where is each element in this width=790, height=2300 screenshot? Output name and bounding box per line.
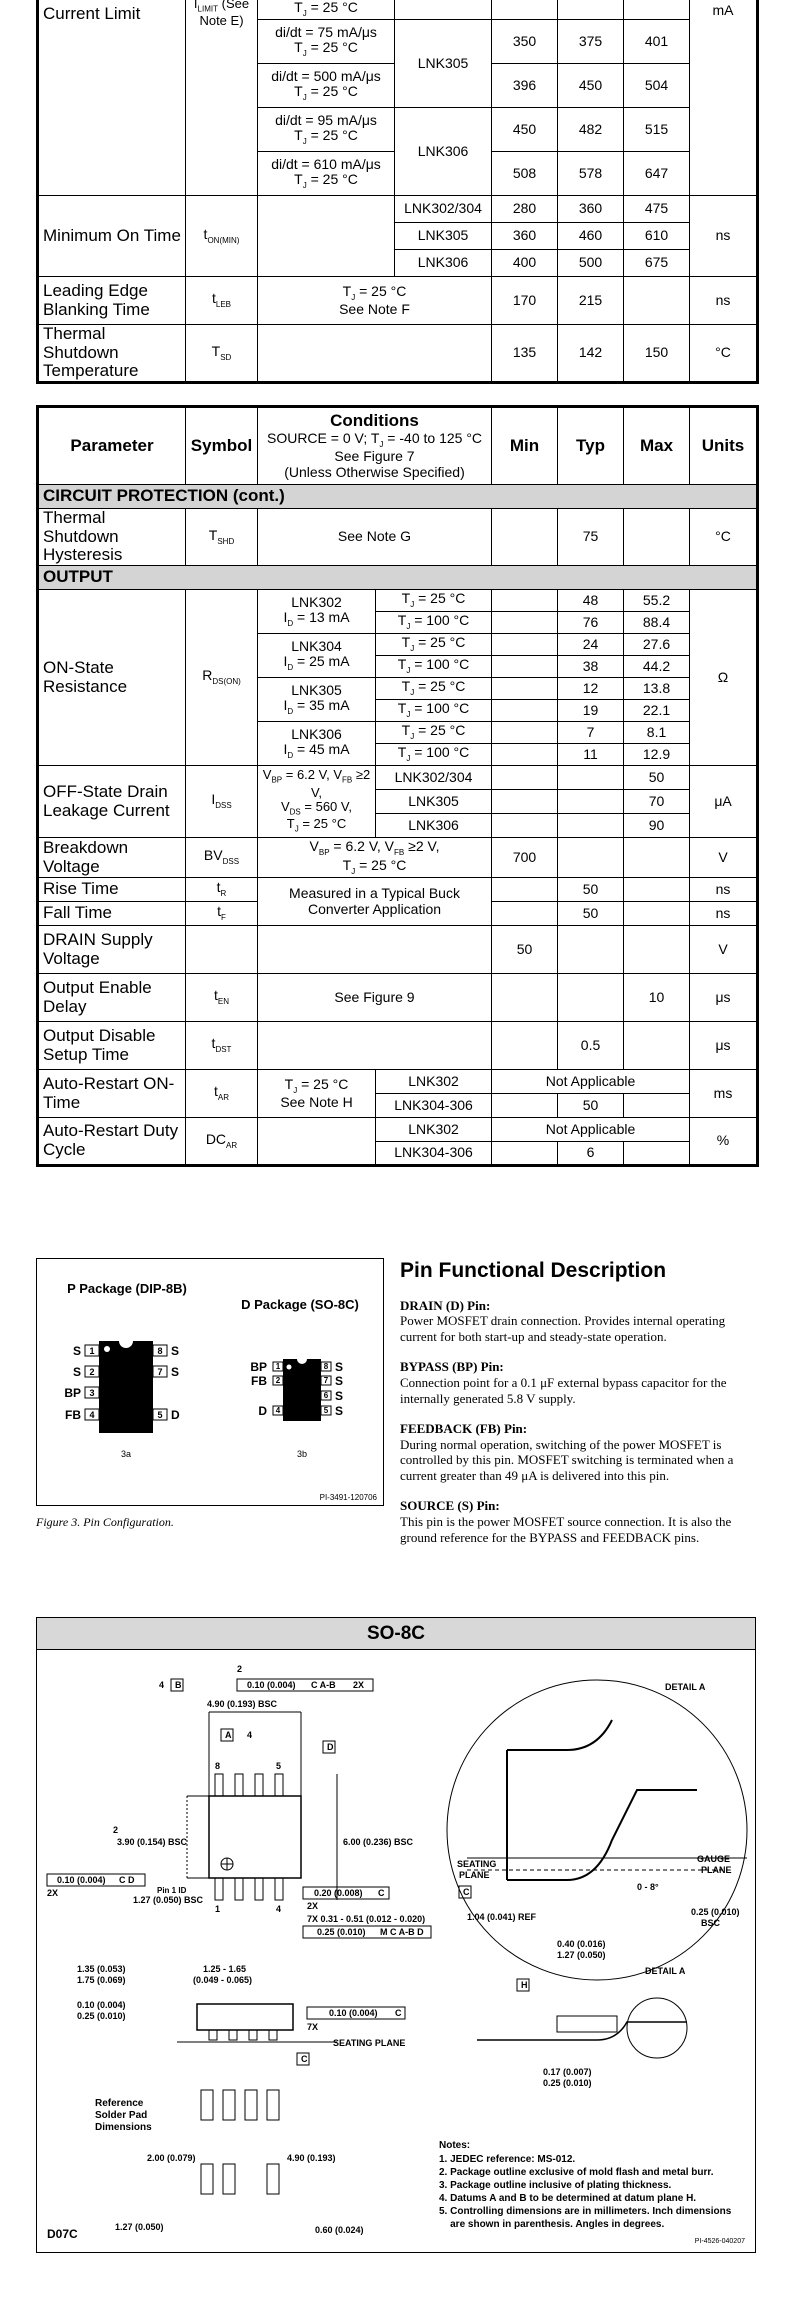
figure-code: PI-3491-120706	[319, 1493, 377, 1502]
typ-cell: 0.5	[558, 1022, 624, 1070]
temp-cell: $T_J = 25$ °C	[376, 590, 492, 612]
min-cell: 170	[492, 277, 558, 325]
svg-text:7X: 7X	[307, 2022, 319, 2032]
units-ma: mA	[690, 0, 758, 196]
svg-text:5: 5	[157, 1410, 163, 1420]
package-notes	[439, 2140, 732, 2230]
svg-text:4: 4	[159, 1680, 165, 1690]
svg-text:1.27 (0.050): 1.27 (0.050)	[557, 1950, 606, 1960]
typ-cell: 75	[558, 509, 624, 566]
min-cell: 400	[492, 250, 558, 277]
package-code-right: PI-4526-040207	[694, 2238, 745, 2245]
svg-text:0.25 (0.010): 0.25 (0.010)	[317, 1927, 366, 1937]
svg-text:2.00 (0.079): 2.00 (0.079)	[147, 2153, 196, 2163]
svg-text:0.20 (0.008): 0.20 (0.008)	[314, 1888, 363, 1898]
max-cell: 44.2	[624, 656, 690, 678]
units-cell: ns	[690, 878, 758, 902]
symbol-tar: $t_{AR}$	[186, 1070, 258, 1118]
pfd-title: Pin Functional Description	[400, 1259, 667, 1282]
label-3b: 3b	[296, 1449, 308, 1459]
svg-text:FB: FB	[65, 1408, 81, 1422]
device-cell: LNK304-306	[376, 1142, 492, 1166]
units-cell: ns	[690, 196, 758, 277]
temp-cell: $T_J = 25$ °C	[376, 678, 492, 700]
top-view	[187, 1712, 337, 1900]
svg-text:2X: 2X	[307, 1901, 319, 1911]
max-cell: 475	[624, 196, 690, 223]
svg-text:5. Controlling dimensions are: 5. Controlling dimensions are in millimeters. Inch dimensions	[439, 2206, 732, 2217]
min-cell: 700	[492, 838, 558, 878]
svg-text:6.00 (0.236) BSC: 6.00 (0.236) BSC	[343, 1837, 414, 1847]
units-cell: %	[690, 1118, 758, 1166]
cond-cell: di/dt = 75 mA/μs $T_J = 25$ °C	[258, 20, 395, 64]
pin-diagram	[37, 1259, 385, 1507]
package-outline-svg	[37, 1650, 755, 2252]
param-drain-supply: DRAIN Supply Voltage	[38, 926, 186, 974]
typ-cell: 50	[558, 902, 624, 926]
lead-detail-labels	[517, 1966, 686, 2088]
typ-cell: 12	[558, 678, 624, 700]
max-cell: 515	[624, 108, 690, 152]
detail-a-view	[447, 1680, 747, 1980]
param-leb: Leading Edge Blanking Time	[38, 277, 186, 325]
package-code-left: D07C	[47, 2227, 78, 2241]
svg-text:2: 2	[275, 1376, 281, 1385]
value-na: Not Applicable	[492, 1118, 690, 1142]
svg-text:Dimensions: Dimensions	[95, 2122, 152, 2133]
pin-head-bypass: BYPASS (BP) Pin:	[400, 1359, 504, 1375]
svg-text:FB: FB	[251, 1374, 267, 1388]
svg-text:B: B	[175, 1680, 182, 1690]
symbol-ilimit: $I_{LIMIT}$ (See Note E)	[186, 0, 258, 196]
svg-text:3.90 (0.154) BSC: 3.90 (0.154) BSC	[117, 1837, 188, 1847]
typ-cell: 24	[558, 634, 624, 656]
max-cell: 675	[624, 250, 690, 277]
device-cell: LNK302/304	[395, 196, 492, 223]
svg-text:1.27 (0.050) BSC: 1.27 (0.050) BSC	[133, 1895, 204, 1905]
cond-cell: $T_J = 25$ °C	[258, 0, 395, 20]
typ-cell: 6	[558, 1142, 624, 1166]
svg-text:1.25 - 1.65: 1.25 - 1.65	[203, 1964, 247, 1974]
svg-text:0.25 (0.010): 0.25 (0.010)	[77, 2011, 126, 2021]
device-cell: LNK306	[376, 814, 492, 838]
svg-text:SEATING: SEATING	[457, 1859, 497, 1869]
svg-text:8: 8	[215, 1761, 221, 1771]
svg-text:S: S	[72, 1344, 81, 1358]
pin-head-source: SOURCE (S) Pin:	[400, 1498, 500, 1514]
svg-text:S: S	[72, 1365, 81, 1379]
typ-cell: 375	[558, 20, 624, 64]
svg-text:3: 3	[89, 1388, 95, 1398]
svg-text:4: 4	[89, 1410, 95, 1420]
param-tsd: Thermal Shutdown Temperature	[38, 325, 186, 383]
pin-functional-description	[400, 1258, 758, 1560]
svg-text:5: 5	[323, 1406, 329, 1415]
top-view-labels	[47, 1664, 431, 1938]
typ-cell: 19	[558, 700, 624, 722]
pin-desc-feedback: During normal operation, switching of the power MOSFET is controlled by this pin. MOSFET switching is terminated when a current greater than 49 μA is delivered into this pin.	[400, 1436, 734, 1484]
svg-text:SEATING PLANE: SEATING PLANE	[333, 2038, 406, 2048]
svg-text:4: 4	[275, 1406, 281, 1415]
device-lnk302: LNK302 $I_D = 13$ mA	[258, 590, 376, 634]
svg-text:4. Datums A and B to be determ: 4. Datums A and B to be determined at datum plane H.	[439, 2193, 697, 2204]
svg-text:BP: BP	[64, 1386, 81, 1400]
typ-cell: 38	[558, 656, 624, 678]
max-cell: 88.4	[624, 612, 690, 634]
svg-text:D: D	[258, 1404, 267, 1418]
min-cell: 135	[492, 325, 558, 383]
typ-cell: 11	[558, 744, 624, 766]
symbol-rdson: $R_{DS(ON)}$	[186, 590, 258, 766]
svg-text:7X 0.31 - 0.51 (0.012 - 0.020): 7X 0.31 - 0.51 (0.012 - 0.020)	[307, 1914, 426, 1924]
param-tar: Auto-Restart ON-Time	[38, 1070, 186, 1118]
device-cell	[395, 0, 492, 20]
svg-text:2X: 2X	[353, 1680, 365, 1690]
svg-text:1. JEDEC reference: MS-012.: 1. JEDEC reference: MS-012.	[439, 2154, 576, 2165]
typ-cell: 7	[558, 722, 624, 744]
svg-text:BSC: BSC	[701, 1918, 721, 1928]
symbol-tr: $t_R$	[186, 878, 258, 902]
units-cell: μs	[690, 974, 758, 1022]
svg-text:1: 1	[215, 1904, 221, 1914]
device-cell: LNK304-306	[376, 1094, 492, 1118]
svg-text:M C A-B D: M C A-B D	[380, 1927, 424, 1937]
param-idss: OFF-State Drain Leakage Current	[38, 766, 186, 838]
svg-text:C: C	[463, 1887, 470, 1897]
units-cell: ns	[690, 277, 758, 325]
svg-text:0.10 (0.004): 0.10 (0.004)	[77, 2000, 126, 2010]
typ-cell: 482	[558, 108, 624, 152]
cond-cell: di/dt = 610 mA/μs $T_J = 25$ °C	[258, 152, 395, 196]
units-cell: °C	[690, 325, 758, 383]
symbol-tshd: $T_{SHD}$	[186, 509, 258, 566]
max-cell: 22.1	[624, 700, 690, 722]
svg-text:4: 4	[276, 1904, 282, 1914]
symbol-bvdss: $BV_{DSS}$	[186, 838, 258, 878]
svg-text:S: S	[171, 1365, 180, 1379]
min-cell: 350	[492, 20, 558, 64]
symbol-tf: $t_F$	[186, 902, 258, 926]
units-cell: V	[690, 926, 758, 974]
svg-text:2. Package outline exclusive o: 2. Package outline exclusive of mold flash and metal burr.	[439, 2167, 714, 2178]
header-conditions: Conditions SOURCE = 0 V; $T_J = -40$ to 125 °C See Figure 7 (Unless Otherwise Specified)	[258, 407, 492, 485]
device-lnk306: LNK306 $I_D = 45$ mA	[258, 722, 376, 766]
svg-text:S: S	[171, 1344, 180, 1358]
typ-cell: 460	[558, 223, 624, 250]
svg-text:2: 2	[89, 1367, 95, 1377]
svg-text:H: H	[521, 1980, 528, 1990]
svg-text:A: A	[225, 1730, 232, 1740]
cond-tar: $T_J = 25$ °C See Note H	[258, 1070, 376, 1118]
temp-cell: $T_J = 100$ °C	[376, 656, 492, 678]
pin-desc-bypass: Connection point for a 0.1 μF external bypass capacitor for the internally generated 5.8 V supply.	[400, 1375, 727, 1406]
svg-text:S: S	[335, 1404, 344, 1418]
symbol-tdst: $t_{DST}$	[186, 1022, 258, 1070]
svg-text:GAUGE: GAUGE	[697, 1854, 731, 1864]
svg-text:8: 8	[157, 1346, 163, 1356]
device-lnk306: LNK306	[395, 108, 492, 196]
symbol-dcar: $DC_{AR}$	[186, 1118, 258, 1166]
package-title: SO-8C	[37, 1618, 755, 1650]
symbol-tsd: $T_{SD}$	[186, 325, 258, 383]
cond-cell: See Note G	[258, 509, 492, 566]
pin-head-feedback: FEEDBACK (FB) Pin:	[400, 1420, 528, 1436]
units-cell: ns	[690, 902, 758, 926]
param-rdson: ON-State Resistance	[38, 590, 186, 766]
max-cell: 55.2	[624, 590, 690, 612]
svg-text:S: S	[335, 1389, 344, 1403]
value-na: Not Applicable	[492, 1070, 690, 1094]
min-cell: 450	[492, 108, 558, 152]
svg-text:Pin 1 ID: Pin 1 ID	[157, 1886, 187, 1895]
svg-text:1: 1	[89, 1346, 95, 1356]
svg-text:5: 5	[276, 1761, 282, 1771]
symbol-ton: $t_{ON(MIN)}$	[186, 196, 258, 277]
svg-text:1.27 (0.050): 1.27 (0.050)	[115, 2222, 164, 2232]
svg-text:DETAIL A: DETAIL A	[665, 1682, 706, 1692]
temp-cell: $T_J = 25$ °C	[376, 634, 492, 656]
svg-text:0.10 (0.004): 0.10 (0.004)	[329, 2008, 378, 2018]
units-ohm: Ω	[690, 590, 758, 766]
svg-text:2X: 2X	[47, 1888, 59, 1898]
symbol-ten: $t_{EN}$	[186, 974, 258, 1022]
max-cell: 50	[624, 766, 690, 790]
max-cell: 27.6	[624, 634, 690, 656]
symbol-tleb: $t_{LEB}$	[186, 277, 258, 325]
param-tsd-hyst: Thermal Shutdown Hysteresis	[38, 509, 186, 566]
d-package-title: D Package (SO-8C)	[241, 1297, 359, 1312]
svg-text:1.75 (0.069): 1.75 (0.069)	[77, 1975, 126, 1985]
pin-head-drain: DRAIN (D) Pin:	[400, 1297, 491, 1313]
header-parameter: Parameter	[38, 407, 186, 485]
device-lnk305: LNK305 $I_D = 35$ mA	[258, 678, 376, 722]
cond-cell: See Figure 9	[258, 974, 492, 1022]
svg-text:BP: BP	[250, 1360, 267, 1374]
solder-pad-labels	[95, 2098, 364, 2235]
svg-text:1: 1	[275, 1362, 281, 1371]
svg-text:2: 2	[237, 1664, 243, 1674]
max-cell: 647	[624, 152, 690, 196]
svg-text:0.17 (0.007): 0.17 (0.007)	[543, 2067, 592, 2077]
section-output: OUTPUT	[38, 566, 758, 590]
svg-text:Reference: Reference	[95, 2098, 144, 2109]
typ-cell: 360	[558, 196, 624, 223]
svg-text:DETAIL A: DETAIL A	[645, 1966, 686, 1976]
min-cell: 360	[492, 223, 558, 250]
electrical-table-top	[36, 0, 759, 384]
svg-text:(0.049 - 0.065): (0.049 - 0.065)	[193, 1975, 253, 1985]
units-cell: °C	[690, 509, 758, 566]
svg-text:0 - 8°: 0 - 8°	[637, 1882, 659, 1892]
svg-text:C: C	[378, 1888, 385, 1898]
temp-cell: $T_J = 100$ °C	[376, 612, 492, 634]
typ-cell: 142	[558, 325, 624, 383]
svg-text:Notes:: Notes:	[439, 2140, 471, 2151]
cond-idss: $V_{BP} = 6.2$ V, $V_{FB} \ge 2$ V, $V_{DS} = 560$ V, $T_J = 25$ °C	[258, 766, 376, 838]
param-min-on-time: Minimum On Time	[38, 196, 186, 277]
max-cell: 70	[624, 790, 690, 814]
cond-cell: di/dt = 95 mA/μs $T_J = 25$ °C	[258, 108, 395, 152]
detail-a-labels	[457, 1682, 740, 1960]
device-cell: LNK302	[376, 1118, 492, 1142]
dip-body	[99, 1341, 153, 1433]
header-max: Max	[624, 407, 690, 485]
max-cell: 12.9	[624, 744, 690, 766]
side-view-labels	[77, 1964, 405, 2065]
svg-text:7: 7	[323, 1376, 329, 1385]
svg-text:0.60 (0.024): 0.60 (0.024)	[315, 2225, 364, 2235]
param-dcar: Auto-Restart Duty Cycle	[38, 1118, 186, 1166]
section-circuit-protection: CIRCUIT PROTECTION (cont.)	[38, 485, 758, 509]
svg-text:C: C	[395, 2008, 402, 2018]
device-cell: LNK306	[395, 250, 492, 277]
param-current-limit: Current Limit	[38, 0, 186, 196]
svg-text:are shown in parenthesis. Angl: are shown in parenthesis. Angles in degrees.	[439, 2219, 665, 2230]
header-min: Min	[492, 407, 558, 485]
typ-cell: 50	[558, 878, 624, 902]
typ-cell: 50	[558, 1094, 624, 1118]
cond-leb: $T_J = 25$ °C See Note F	[258, 277, 492, 325]
electrical-table-output	[36, 405, 759, 1167]
units-cell: V	[690, 838, 758, 878]
header-units: Units	[690, 407, 758, 485]
svg-text:1.35 (0.053): 1.35 (0.053)	[77, 1964, 126, 1974]
max-cell: 504	[624, 64, 690, 108]
temp-cell: $T_J = 25$ °C	[376, 722, 492, 744]
svg-text:2: 2	[113, 1825, 119, 1835]
max-cell: 610	[624, 223, 690, 250]
svg-text:0.10 (0.004): 0.10 (0.004)	[247, 1680, 296, 1690]
svg-text:1.04 (0.041) REF: 1.04 (0.041) REF	[467, 1912, 537, 1922]
device-lnk305: LNK305	[395, 20, 492, 108]
svg-text:S: S	[335, 1374, 344, 1388]
min-cell: 280	[492, 196, 558, 223]
min-cell: 508	[492, 152, 558, 196]
typ-cell: 215	[558, 277, 624, 325]
units-cell: μs	[690, 1022, 758, 1070]
svg-text:6: 6	[323, 1391, 329, 1400]
svg-text:C D: C D	[119, 1875, 135, 1885]
lead-detail	[477, 1998, 687, 2058]
svg-text:4.90 (0.193): 4.90 (0.193)	[287, 2153, 336, 2163]
max-cell: 150	[624, 325, 690, 383]
min-cell: 50	[492, 926, 558, 974]
min-cell: 396	[492, 64, 558, 108]
cond-rise-fall: Measured in a Typical Buck Converter Application	[258, 878, 492, 926]
param-tdst: Output Disable Setup Time	[38, 1022, 186, 1070]
pin-configuration-figure	[36, 1258, 384, 1506]
typ-cell: 500	[558, 250, 624, 277]
svg-text:C A-B: C A-B	[311, 1680, 336, 1690]
pin-desc-drain: Power MOSFET drain connection. Provides internal operating current for both start-up and steady-state operation.	[400, 1313, 726, 1345]
temp-cell: $T_J = 100$ °C	[376, 744, 492, 766]
svg-text:4.90 (0.193) BSC: 4.90 (0.193) BSC	[207, 1699, 278, 1709]
svg-text:7: 7	[157, 1367, 163, 1377]
header-symbol: Symbol	[186, 407, 258, 485]
device-cell: LNK305	[376, 790, 492, 814]
units-cell: ms	[690, 1070, 758, 1118]
typ-cell: 48	[558, 590, 624, 612]
max-cell: 401	[624, 20, 690, 64]
p-package-title: P Package (DIP-8B)	[67, 1281, 187, 1296]
param-fall: Fall Time	[38, 902, 186, 926]
cond-bvdss: $V_{BP} = 6.2$ V, $V_{FB} \ge 2$ V, $T_J = 25$ °C	[258, 838, 492, 878]
svg-text:PLANE: PLANE	[459, 1870, 490, 1880]
max-cell: 90	[624, 814, 690, 838]
units-cell: μA	[690, 766, 758, 838]
device-lnk304: LNK304 $I_D = 25$ mA	[258, 634, 376, 678]
svg-text:D: D	[327, 1742, 334, 1752]
svg-text:0.10 (0.004): 0.10 (0.004)	[57, 1875, 106, 1885]
param-rise: Rise Time	[38, 878, 186, 902]
svg-text:4: 4	[247, 1730, 253, 1740]
header-typ: Typ	[558, 407, 624, 485]
max-cell: 10	[624, 974, 690, 1022]
svg-text:C: C	[301, 2054, 308, 2064]
max-cell: 13.8	[624, 678, 690, 700]
label-3a: 3a	[120, 1449, 132, 1459]
svg-text:D: D	[171, 1408, 180, 1422]
svg-text:Solder Pad: Solder Pad	[95, 2110, 148, 2121]
svg-text:0.25 (0.010): 0.25 (0.010)	[543, 2078, 592, 2088]
device-cell: LNK302/304	[376, 766, 492, 790]
param-ten: Output Enable Delay	[38, 974, 186, 1022]
solder-pads	[201, 2090, 279, 2194]
typ-cell: 578	[558, 152, 624, 196]
device-cell: LNK302	[376, 1070, 492, 1094]
svg-text:0.40 (0.016): 0.40 (0.016)	[557, 1939, 606, 1949]
svg-text:PLANE: PLANE	[701, 1865, 732, 1875]
svg-text:8: 8	[323, 1362, 329, 1371]
device-cell: LNK305	[395, 223, 492, 250]
figure-3-caption: Figure 3. Pin Configuration.	[36, 1515, 174, 1529]
symbol-idss: $I_{DSS}$	[186, 766, 258, 838]
typ-cell: 76	[558, 612, 624, 634]
typ-cell: 450	[558, 64, 624, 108]
svg-text:0.25 (0.010): 0.25 (0.010)	[691, 1907, 740, 1917]
package-drawing-so8c	[36, 1617, 756, 2253]
max-cell: 8.1	[624, 722, 690, 744]
max-cell	[624, 277, 690, 325]
cond-cell: di/dt = 500 mA/μs $T_J = 25$ °C	[258, 64, 395, 108]
param-bvdss: Breakdown Voltage	[38, 838, 186, 878]
pin-desc-source: This pin is the power MOSFET source connection. It is also the ground reference for the BYPASS and FEEDBACK pins.	[400, 1514, 732, 1545]
svg-text:3. Package outline inclusive o: 3. Package outline inclusive of plating thickness.	[439, 2180, 672, 2191]
svg-text:S: S	[335, 1360, 344, 1374]
temp-cell: $T_J = 100$ °C	[376, 700, 492, 722]
